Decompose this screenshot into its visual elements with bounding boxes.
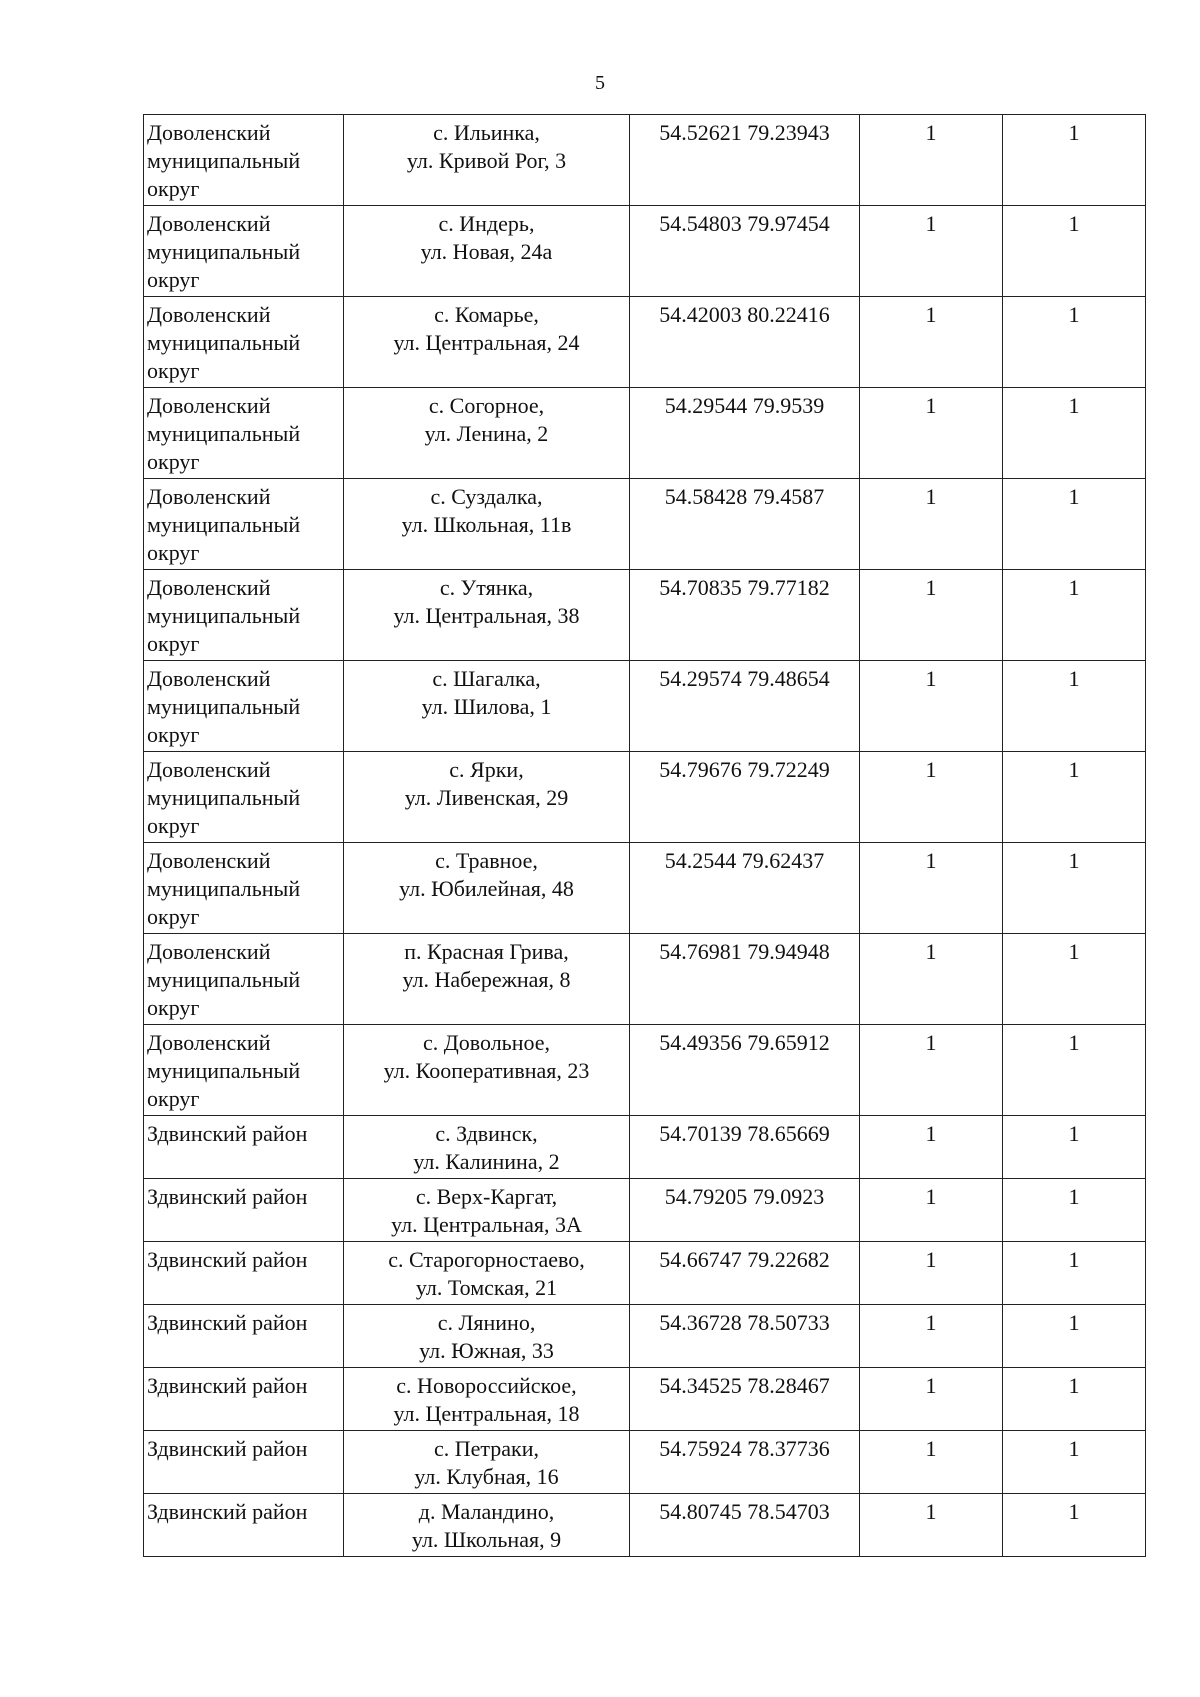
table-row <box>144 570 1146 661</box>
coordinates-cell: 54.29544 79.9539 <box>630 388 860 479</box>
count-cell: 1 <box>1003 1305 1146 1368</box>
count-cell: 1 <box>860 843 1003 934</box>
district-cell <box>144 752 344 843</box>
district-line: Здвинский район <box>147 1121 308 1146</box>
table-row <box>144 388 1146 479</box>
address-line: ул. Кооперативная, 23 <box>383 1058 590 1083</box>
table-row <box>144 1305 1146 1368</box>
address-line: с. Лянино, <box>437 1310 536 1335</box>
count-cell: 1 <box>1003 752 1146 843</box>
address-cell <box>344 934 630 1025</box>
coordinates-cell: 54.36728 78.50733 <box>630 1305 860 1368</box>
table-row <box>144 843 1146 934</box>
count-cell: 1 <box>860 752 1003 843</box>
count-cell: 1 <box>860 1494 1003 1557</box>
address-cell <box>344 297 630 388</box>
coordinates-cell: 54.49356 79.65912 <box>630 1025 860 1116</box>
address-cell <box>344 1242 630 1305</box>
district-line: Здвинский район <box>147 1373 308 1398</box>
district-cell <box>144 661 344 752</box>
address-cell <box>344 570 630 661</box>
locations-table <box>143 114 1146 1557</box>
coordinates-cell: 54.58428 79.4587 <box>630 479 860 570</box>
district-line: округ <box>147 176 200 201</box>
district-cell <box>144 1116 344 1179</box>
count-cell: 1 <box>860 570 1003 661</box>
district-cell <box>144 297 344 388</box>
count-cell: 1 <box>1003 115 1146 206</box>
district-cell <box>144 570 344 661</box>
district-line: округ <box>147 722 200 747</box>
count-cell: 1 <box>860 1305 1003 1368</box>
count-cell: 1 <box>860 1242 1003 1305</box>
district-line: муниципальный <box>147 876 301 901</box>
district-line: Доволенский <box>147 393 271 418</box>
coordinates-cell: 54.70835 79.77182 <box>630 570 860 661</box>
address-line: ул. Кривой Рог, 3 <box>406 148 567 173</box>
coordinates-cell: 54.42003 80.22416 <box>630 297 860 388</box>
coordinates-cell: 54.54803 79.97454 <box>630 206 860 297</box>
count-cell: 1 <box>860 934 1003 1025</box>
address-cell <box>344 843 630 934</box>
count-cell: 1 <box>1003 843 1146 934</box>
district-line: Здвинский район <box>147 1499 308 1524</box>
count-cell: 1 <box>860 1025 1003 1116</box>
table-row <box>144 479 1146 570</box>
address-cell <box>344 1179 630 1242</box>
address-line: с. Старогорностаево, <box>388 1247 585 1272</box>
count-cell: 1 <box>1003 1431 1146 1494</box>
district-line: муниципальный <box>147 603 301 628</box>
count-cell: 1 <box>1003 1025 1146 1116</box>
address-line: с. Здвинск, <box>435 1121 538 1146</box>
district-cell <box>144 1025 344 1116</box>
count-cell: 1 <box>1003 1242 1146 1305</box>
district-line: округ <box>147 813 200 838</box>
count-cell: 1 <box>1003 206 1146 297</box>
address-line: с. Верх-Каргат, <box>415 1184 558 1209</box>
district-line: Здвинский район <box>147 1436 308 1461</box>
district-line: Здвинский район <box>147 1184 308 1209</box>
district-line: муниципальный <box>147 785 301 810</box>
count-cell: 1 <box>860 661 1003 752</box>
address-line: с. Петраки, <box>433 1436 540 1461</box>
count-cell: 1 <box>1003 661 1146 752</box>
address-cell <box>344 388 630 479</box>
district-cell <box>144 479 344 570</box>
table-row <box>144 206 1146 297</box>
address-line: с. Шагалка, <box>432 666 541 691</box>
district-line: Доволенский <box>147 848 271 873</box>
coordinates-cell: 54.75924 78.37736 <box>630 1431 860 1494</box>
district-cell <box>144 115 344 206</box>
address-line: с. Утянка, <box>439 575 534 600</box>
district-line: Доволенский <box>147 211 271 236</box>
count-cell: 1 <box>1003 297 1146 388</box>
coordinates-cell: 54.2544 79.62437 <box>630 843 860 934</box>
table-row <box>144 1242 1146 1305</box>
address-line: ул. Школьная, 11в <box>401 512 572 537</box>
coordinates-cell: 54.52621 79.23943 <box>630 115 860 206</box>
address-line: ул. Южная, 33 <box>419 1338 554 1363</box>
table-row <box>144 1179 1146 1242</box>
coordinates-cell: 54.70139 78.65669 <box>630 1116 860 1179</box>
district-line: Доволенский <box>147 666 271 691</box>
count-cell: 1 <box>1003 479 1146 570</box>
count-cell: 1 <box>860 1431 1003 1494</box>
district-cell <box>144 206 344 297</box>
address-line: ул. Центральная, 38 <box>393 603 580 628</box>
address-line: с. Довольное, <box>422 1030 551 1055</box>
address-line: п. Красная Грива, <box>404 939 569 964</box>
count-cell: 1 <box>1003 1116 1146 1179</box>
count-cell: 1 <box>860 1116 1003 1179</box>
address-cell <box>344 1494 630 1557</box>
district-cell <box>144 1368 344 1431</box>
district-line: Доволенский <box>147 757 271 782</box>
district-cell <box>144 1242 344 1305</box>
address-line: ул. Школьная, 9 <box>411 1527 562 1552</box>
address-line: ул. Новая, 24а <box>420 239 553 264</box>
district-line: муниципальный <box>147 330 301 355</box>
address-line: ул. Томская, 21 <box>415 1275 558 1300</box>
address-line: ул. Калинина, 2 <box>413 1149 560 1174</box>
table-row <box>144 752 1146 843</box>
coordinates-cell: 54.79205 79.0923 <box>630 1179 860 1242</box>
district-line: муниципальный <box>147 694 301 719</box>
count-cell: 1 <box>860 297 1003 388</box>
address-line: ул. Набережная, 8 <box>402 967 571 992</box>
address-cell <box>344 1305 630 1368</box>
count-cell: 1 <box>860 115 1003 206</box>
district-line: муниципальный <box>147 512 301 537</box>
address-cell <box>344 479 630 570</box>
count-cell: 1 <box>860 206 1003 297</box>
address-line: ул. Центральная, 3А <box>391 1212 582 1237</box>
count-cell: 1 <box>860 388 1003 479</box>
coordinates-cell: 54.79676 79.72249 <box>630 752 860 843</box>
address-cell <box>344 1431 630 1494</box>
district-line: муниципальный <box>147 421 301 446</box>
address-line: с. Новороссийское, <box>396 1373 577 1398</box>
district-cell <box>144 843 344 934</box>
address-line: ул. Клубная, 16 <box>414 1464 559 1489</box>
table-row <box>144 115 1146 206</box>
address-line: с. Комарье, <box>434 302 539 327</box>
address-line: с. Индерь, <box>438 211 535 236</box>
address-line: с. Суздалка, <box>430 484 543 509</box>
district-line: муниципальный <box>147 239 301 264</box>
address-line: с. Согорное, <box>428 393 545 418</box>
district-line: округ <box>147 904 200 929</box>
address-line: ул. Ленина, 2 <box>424 421 549 446</box>
table-row <box>144 1368 1146 1431</box>
table-row <box>144 1025 1146 1116</box>
district-cell <box>144 1179 344 1242</box>
district-line: Здвинский район <box>147 1247 308 1272</box>
district-cell <box>144 1431 344 1494</box>
address-cell <box>344 1368 630 1431</box>
count-cell: 1 <box>860 479 1003 570</box>
district-line: округ <box>147 267 200 292</box>
address-line: ул. Центральная, 18 <box>393 1401 580 1426</box>
count-cell: 1 <box>1003 388 1146 479</box>
count-cell: 1 <box>1003 1368 1146 1431</box>
district-line: округ <box>147 1086 200 1111</box>
address-line: ул. Юбилейная, 48 <box>399 876 574 901</box>
address-line: ул. Шилова, 1 <box>421 694 552 719</box>
district-line: муниципальный <box>147 967 301 992</box>
table-row <box>144 297 1146 388</box>
address-cell <box>344 661 630 752</box>
address-line: с. Ярки, <box>449 757 524 782</box>
table-body <box>144 115 1146 1557</box>
address-line: д. Маландино, <box>418 1499 555 1524</box>
district-line: округ <box>147 449 200 474</box>
address-cell <box>344 206 630 297</box>
coordinates-cell: 54.76981 79.94948 <box>630 934 860 1025</box>
count-cell: 1 <box>860 1368 1003 1431</box>
district-line: Доволенский <box>147 302 271 327</box>
count-cell: 1 <box>1003 570 1146 661</box>
district-line: муниципальный <box>147 1058 301 1083</box>
coordinates-cell: 54.80745 78.54703 <box>630 1494 860 1557</box>
table-row <box>144 1431 1146 1494</box>
address-line: с. Травное, <box>435 848 538 873</box>
count-cell: 1 <box>1003 934 1146 1025</box>
district-line: муниципальный <box>147 148 301 173</box>
table-row <box>144 661 1146 752</box>
district-line: Доволенский <box>147 484 271 509</box>
count-cell: 1 <box>1003 1494 1146 1557</box>
count-cell: 1 <box>860 1179 1003 1242</box>
district-cell <box>144 934 344 1025</box>
coordinates-cell: 54.29574 79.48654 <box>630 661 860 752</box>
district-line: округ <box>147 631 200 656</box>
address-cell <box>344 1116 630 1179</box>
count-cell: 1 <box>1003 1179 1146 1242</box>
district-line: округ <box>147 358 200 383</box>
address-cell <box>344 1025 630 1116</box>
district-line: округ <box>147 995 200 1020</box>
coordinates-cell: 54.34525 78.28467 <box>630 1368 860 1431</box>
district-line: округ <box>147 540 200 565</box>
table-row <box>144 1494 1146 1557</box>
district-cell <box>144 1494 344 1557</box>
district-cell <box>144 1305 344 1368</box>
address-line: ул. Центральная, 24 <box>393 330 580 355</box>
address-line: ул. Ливенская, 29 <box>404 785 569 810</box>
district-line: Доволенский <box>147 120 271 145</box>
page-number: 5 <box>595 72 605 94</box>
district-line: Доволенский <box>147 939 271 964</box>
address-cell <box>344 752 630 843</box>
table-row <box>144 934 1146 1025</box>
table-row <box>144 1116 1146 1179</box>
district-line: Здвинский район <box>147 1310 308 1335</box>
district-line: Доволенский <box>147 575 271 600</box>
address-cell <box>344 115 630 206</box>
district-cell <box>144 388 344 479</box>
district-line: Доволенский <box>147 1030 271 1055</box>
coordinates-cell: 54.66747 79.22682 <box>630 1242 860 1305</box>
address-line: с. Ильинка, <box>433 120 540 145</box>
